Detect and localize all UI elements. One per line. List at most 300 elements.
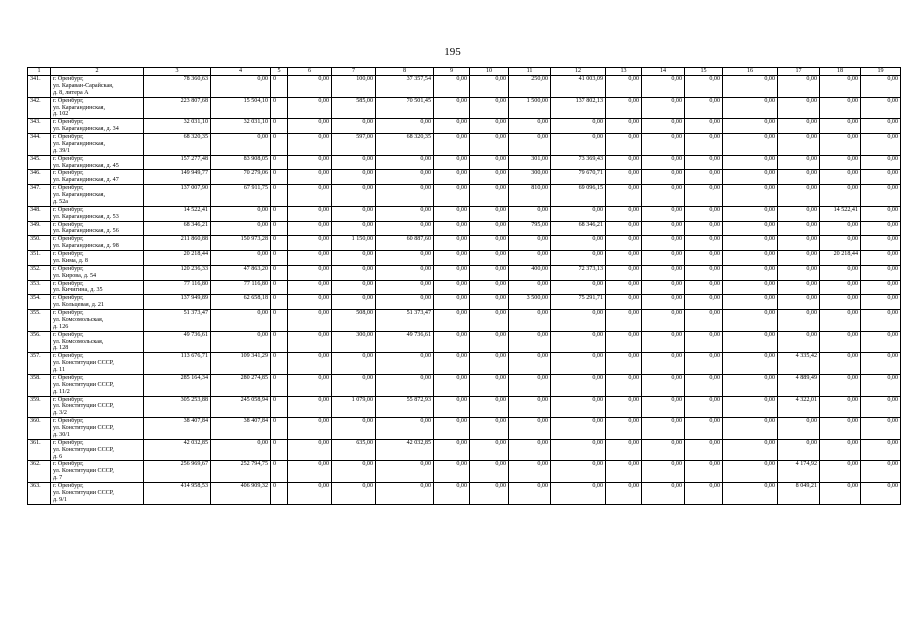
address-line: д. 7 bbox=[53, 475, 63, 482]
value-cell: 0,00 bbox=[820, 170, 861, 185]
address-line: г. Оренбург, bbox=[53, 396, 84, 403]
value-cell: 137 802,13 bbox=[551, 97, 606, 119]
value-cell: 0,00 bbox=[778, 439, 820, 461]
value-cell: 0,00 bbox=[606, 170, 642, 185]
value-cell: 0,00 bbox=[642, 331, 685, 353]
value-cell: 14 522,41 bbox=[144, 206, 211, 221]
value-cell: 0,00 bbox=[288, 461, 332, 483]
value-cell: 0,00 bbox=[434, 374, 470, 396]
address-line: ул. Карагандинская, bbox=[53, 192, 105, 198]
address-line: ул. Конституции СССР, bbox=[53, 381, 114, 388]
value-cell: 0,00 bbox=[820, 295, 861, 310]
value-cell: 300,00 bbox=[332, 331, 376, 353]
value-cell: 0,00 bbox=[332, 170, 376, 185]
value-cell: 0,00 bbox=[211, 331, 271, 353]
value-cell: 0,00 bbox=[376, 280, 434, 295]
value-cell: 0,00 bbox=[685, 374, 723, 396]
value-cell: 0,00 bbox=[861, 295, 901, 310]
value-cell: 0,00 bbox=[685, 251, 723, 266]
value-cell: 0,00 bbox=[820, 374, 861, 396]
address-line: ул. Караван-Сарайская, bbox=[53, 82, 114, 89]
table-row bbox=[28, 221, 901, 236]
value-cell: 0,00 bbox=[723, 76, 778, 98]
address-cell bbox=[51, 221, 144, 236]
value-cell: 0,00 bbox=[470, 461, 509, 483]
value-cell: 0,00 bbox=[470, 265, 509, 280]
address-line: ул. Конституции СССР, bbox=[53, 425, 114, 431]
value-cell: 62 658,18 bbox=[211, 295, 271, 310]
value-cell: 0 bbox=[271, 331, 288, 353]
value-cell: 0,00 bbox=[551, 331, 606, 353]
value-cell: 0,00 bbox=[376, 221, 434, 236]
address-line: д. 11 bbox=[53, 367, 66, 373]
value-cell: 0,00 bbox=[778, 265, 820, 280]
value-cell: 245 058,94 bbox=[211, 396, 271, 418]
value-cell: 0,00 bbox=[861, 310, 901, 332]
value-cell: 55 872,93 bbox=[376, 396, 434, 418]
column-header: 5 bbox=[271, 68, 288, 76]
column-header: 16 bbox=[723, 68, 778, 76]
value-cell: 73 369,43 bbox=[551, 155, 606, 170]
table-row bbox=[28, 461, 901, 483]
value-cell: 0,00 bbox=[606, 206, 642, 221]
address-line: г. Оренбург, bbox=[53, 119, 84, 126]
value-cell: 0,00 bbox=[820, 483, 861, 505]
value-cell: 0,00 bbox=[861, 155, 901, 170]
value-cell: 0,00 bbox=[861, 396, 901, 418]
value-cell: 0,00 bbox=[861, 439, 901, 461]
table-row bbox=[28, 236, 901, 251]
value-cell: 0,00 bbox=[470, 119, 509, 134]
value-cell: 0,00 bbox=[861, 76, 901, 98]
value-cell: 0,00 bbox=[434, 185, 470, 207]
row-number: 342. bbox=[28, 97, 51, 119]
column-header: 7 bbox=[332, 68, 376, 76]
value-cell: 0,00 bbox=[332, 185, 376, 207]
table-row bbox=[28, 331, 901, 353]
value-cell: 51 373,47 bbox=[144, 310, 211, 332]
value-cell: 1 079,00 bbox=[332, 396, 376, 418]
value-cell: 0,00 bbox=[332, 353, 376, 375]
value-cell: 49 736,61 bbox=[144, 331, 211, 353]
column-header: 13 bbox=[606, 68, 642, 76]
value-cell: 0,00 bbox=[685, 119, 723, 134]
value-cell: 0,00 bbox=[551, 418, 606, 440]
value-cell: 0,00 bbox=[642, 461, 685, 483]
value-cell: 38 407,84 bbox=[144, 418, 211, 440]
value-cell: 0,00 bbox=[820, 353, 861, 375]
value-cell: 68 346,21 bbox=[551, 221, 606, 236]
value-cell: 0,00 bbox=[211, 251, 271, 266]
table-row bbox=[28, 206, 901, 221]
value-cell: 0,00 bbox=[685, 97, 723, 119]
value-cell: 4 335,42 bbox=[778, 353, 820, 375]
value-cell: 78 360,63 bbox=[144, 76, 211, 98]
address-line: д. 128 bbox=[53, 345, 69, 352]
value-cell: 137 007,90 bbox=[144, 185, 211, 207]
value-cell: 0,00 bbox=[470, 170, 509, 185]
value-cell: 0,00 bbox=[642, 418, 685, 440]
address-cell bbox=[51, 374, 144, 396]
row-number: 347. bbox=[28, 185, 51, 207]
value-cell: 0,00 bbox=[211, 76, 271, 98]
value-cell: 0 bbox=[271, 221, 288, 236]
value-cell: 0,00 bbox=[288, 134, 332, 156]
value-cell: 47 863,20 bbox=[211, 265, 271, 280]
value-cell: 0,00 bbox=[288, 185, 332, 207]
value-cell: 0,00 bbox=[778, 155, 820, 170]
value-cell: 0,00 bbox=[685, 236, 723, 251]
value-cell: 0,00 bbox=[376, 251, 434, 266]
value-cell: 70 501,45 bbox=[376, 97, 434, 119]
address-line: г. Оренбург, bbox=[53, 353, 84, 360]
value-cell: 0,00 bbox=[606, 310, 642, 332]
value-cell: 0 bbox=[271, 206, 288, 221]
value-cell: 0,00 bbox=[723, 185, 778, 207]
value-cell: 0,00 bbox=[606, 119, 642, 134]
value-cell: 0,00 bbox=[861, 331, 901, 353]
address-line: ул. Конституции СССР, bbox=[53, 403, 114, 410]
address-line: д. 6 bbox=[53, 453, 63, 460]
value-cell: 0,00 bbox=[820, 439, 861, 461]
column-header: 4 bbox=[211, 68, 271, 76]
value-cell: 0,00 bbox=[861, 185, 901, 207]
address-cell bbox=[51, 134, 144, 156]
value-cell: 0,00 bbox=[376, 185, 434, 207]
value-cell: 250,00 bbox=[509, 76, 551, 98]
value-cell: 0,00 bbox=[642, 185, 685, 207]
address-line: д. 3/2 bbox=[53, 410, 67, 417]
value-cell: 414 958,53 bbox=[144, 483, 211, 505]
table-body bbox=[28, 76, 901, 505]
value-cell: 0,00 bbox=[434, 280, 470, 295]
value-cell: 79 670,71 bbox=[551, 170, 606, 185]
value-cell: 0,00 bbox=[288, 119, 332, 134]
table-row bbox=[28, 418, 901, 440]
value-cell: 508,00 bbox=[332, 310, 376, 332]
value-cell: 0,00 bbox=[470, 236, 509, 251]
value-cell: 0,00 bbox=[723, 206, 778, 221]
value-cell: 0,00 bbox=[861, 418, 901, 440]
value-cell: 0,00 bbox=[376, 155, 434, 170]
value-cell: 0,00 bbox=[778, 221, 820, 236]
value-cell: 0,00 bbox=[723, 155, 778, 170]
table-row bbox=[28, 265, 901, 280]
value-cell: 41 003,09 bbox=[551, 76, 606, 98]
value-cell: 0,00 bbox=[376, 206, 434, 221]
value-cell: 0,00 bbox=[642, 119, 685, 134]
value-cell: 70 279,06 bbox=[211, 170, 271, 185]
address-line: д. 11/2 bbox=[53, 388, 70, 395]
address-line: ул. Карагандинская, д. 47 bbox=[53, 177, 119, 184]
table-row bbox=[28, 295, 901, 310]
address-line: г. Оренбург, bbox=[53, 206, 84, 213]
value-cell: 0,00 bbox=[606, 134, 642, 156]
value-cell: 0,00 bbox=[723, 134, 778, 156]
address-line: ул. Кирова, д. 54 bbox=[53, 272, 97, 279]
value-cell: 0 bbox=[271, 374, 288, 396]
table-row bbox=[28, 396, 901, 418]
value-cell: 0,00 bbox=[434, 331, 470, 353]
row-number: 351. bbox=[28, 251, 51, 266]
value-cell: 0,00 bbox=[642, 97, 685, 119]
value-cell: 0,00 bbox=[642, 483, 685, 505]
value-cell: 0,00 bbox=[820, 76, 861, 98]
value-cell: 0,00 bbox=[685, 221, 723, 236]
value-cell: 305 253,88 bbox=[144, 396, 211, 418]
value-cell: 0,00 bbox=[288, 396, 332, 418]
table-row bbox=[28, 155, 901, 170]
column-header: 11 bbox=[509, 68, 551, 76]
value-cell: 72 373,13 bbox=[551, 265, 606, 280]
value-cell: 406 909,32 bbox=[211, 483, 271, 505]
value-cell: 0,00 bbox=[606, 236, 642, 251]
value-cell: 0,00 bbox=[376, 418, 434, 440]
value-cell: 0,00 bbox=[861, 134, 901, 156]
value-cell: 301,00 bbox=[509, 155, 551, 170]
value-cell: 0,00 bbox=[778, 236, 820, 251]
row-number: 348. bbox=[28, 206, 51, 221]
value-cell: 0,00 bbox=[606, 439, 642, 461]
value-cell: 0,00 bbox=[288, 97, 332, 119]
value-cell: 49 736,61 bbox=[376, 331, 434, 353]
address-line: г. Оренбург, bbox=[53, 374, 84, 381]
value-cell: 0,00 bbox=[642, 170, 685, 185]
value-cell: 0,00 bbox=[434, 439, 470, 461]
value-cell: 0,00 bbox=[470, 155, 509, 170]
address-line: ул. Конституции СССР, bbox=[53, 489, 114, 496]
value-cell: 0,00 bbox=[509, 280, 551, 295]
value-cell: 300,00 bbox=[509, 170, 551, 185]
value-cell: 0,00 bbox=[509, 418, 551, 440]
value-cell: 0,00 bbox=[509, 206, 551, 221]
table-row bbox=[28, 310, 901, 332]
table-row bbox=[28, 97, 901, 119]
address-line: г. Оренбург, bbox=[53, 461, 84, 468]
value-cell: 113 676,71 bbox=[144, 353, 211, 375]
value-cell: 20 218,44 bbox=[820, 251, 861, 266]
value-cell: 0,00 bbox=[288, 206, 332, 221]
address-line: г. Оренбург, bbox=[53, 76, 84, 82]
value-cell: 0,00 bbox=[723, 374, 778, 396]
value-cell: 0,00 bbox=[509, 251, 551, 266]
value-cell: 0,00 bbox=[551, 251, 606, 266]
address-line: д. 30/1 bbox=[53, 431, 70, 438]
column-header: 17 bbox=[778, 68, 820, 76]
value-cell: 0,00 bbox=[470, 280, 509, 295]
value-cell: 150 973,28 bbox=[211, 236, 271, 251]
value-cell: 32 031,10 bbox=[211, 119, 271, 134]
value-cell: 0,00 bbox=[211, 221, 271, 236]
value-cell: 0,00 bbox=[470, 295, 509, 310]
value-cell: 0,00 bbox=[434, 310, 470, 332]
address-line: д. 52а bbox=[53, 198, 68, 205]
value-cell: 0,00 bbox=[723, 170, 778, 185]
value-cell: 0,00 bbox=[642, 265, 685, 280]
value-cell: 0,00 bbox=[470, 418, 509, 440]
value-cell: 0,00 bbox=[685, 155, 723, 170]
value-cell: 0 bbox=[271, 310, 288, 332]
value-cell: 149 949,77 bbox=[144, 170, 211, 185]
value-cell: 597,00 bbox=[332, 134, 376, 156]
address-cell bbox=[51, 295, 144, 310]
row-number: 355. bbox=[28, 310, 51, 332]
value-cell: 0,00 bbox=[820, 310, 861, 332]
value-cell: 0,00 bbox=[509, 353, 551, 375]
address-cell bbox=[51, 439, 144, 461]
value-cell: 0,00 bbox=[642, 439, 685, 461]
value-cell: 0,00 bbox=[332, 418, 376, 440]
value-cell: 32 031,10 bbox=[144, 119, 211, 134]
value-cell: 0,00 bbox=[861, 170, 901, 185]
value-cell: 0,00 bbox=[861, 483, 901, 505]
value-cell: 0,00 bbox=[470, 374, 509, 396]
value-cell: 0,00 bbox=[288, 251, 332, 266]
address-cell bbox=[51, 251, 144, 266]
address-cell bbox=[51, 280, 144, 295]
value-cell: 0,00 bbox=[642, 236, 685, 251]
value-cell: 0,00 bbox=[211, 310, 271, 332]
row-number: 344. bbox=[28, 134, 51, 156]
value-cell: 0,00 bbox=[606, 461, 642, 483]
address-line: г. Оренбург, bbox=[53, 418, 84, 425]
address-line: г. Оренбург, bbox=[53, 331, 84, 338]
value-cell: 0,00 bbox=[606, 374, 642, 396]
value-cell: 0,00 bbox=[820, 155, 861, 170]
value-cell: 120 236,33 bbox=[144, 265, 211, 280]
value-cell: 0 bbox=[271, 265, 288, 280]
value-cell: 0,00 bbox=[376, 265, 434, 280]
address-cell bbox=[51, 310, 144, 332]
value-cell: 0 bbox=[271, 353, 288, 375]
value-cell: 0,00 bbox=[376, 119, 434, 134]
value-cell: 8 049,21 bbox=[778, 483, 820, 505]
value-cell: 0,00 bbox=[723, 295, 778, 310]
value-cell: 68 320,35 bbox=[144, 134, 211, 156]
column-header: 14 bbox=[642, 68, 685, 76]
value-cell: 0,00 bbox=[288, 483, 332, 505]
value-cell: 0,00 bbox=[861, 251, 901, 266]
value-cell: 0,00 bbox=[861, 461, 901, 483]
value-cell: 0,00 bbox=[642, 295, 685, 310]
value-cell: 0,00 bbox=[685, 418, 723, 440]
value-cell: 0,00 bbox=[509, 331, 551, 353]
value-cell: 0,00 bbox=[685, 185, 723, 207]
value-cell: 0,00 bbox=[332, 251, 376, 266]
value-cell: 0,00 bbox=[820, 97, 861, 119]
value-cell: 51 373,47 bbox=[376, 310, 434, 332]
column-header: 10 bbox=[470, 68, 509, 76]
row-number: 358. bbox=[28, 374, 51, 396]
value-cell: 0,00 bbox=[434, 134, 470, 156]
value-cell: 4 889,49 bbox=[778, 374, 820, 396]
value-cell: 0,00 bbox=[642, 251, 685, 266]
value-cell: 68 346,21 bbox=[144, 221, 211, 236]
value-cell: 0,00 bbox=[778, 170, 820, 185]
value-cell: 0,00 bbox=[551, 353, 606, 375]
value-cell: 0,00 bbox=[332, 221, 376, 236]
value-cell: 0,00 bbox=[606, 280, 642, 295]
value-cell: 0,00 bbox=[470, 251, 509, 266]
value-cell: 0,00 bbox=[434, 236, 470, 251]
value-cell: 0,00 bbox=[606, 331, 642, 353]
address-line: г. Оренбург, bbox=[53, 221, 84, 228]
value-cell: 0,00 bbox=[723, 353, 778, 375]
value-cell: 0 bbox=[271, 483, 288, 505]
value-cell: 0,00 bbox=[551, 374, 606, 396]
value-cell: 0,00 bbox=[470, 353, 509, 375]
column-header: 1 bbox=[28, 68, 51, 76]
value-cell: 100,00 bbox=[332, 76, 376, 98]
value-cell: 0,00 bbox=[332, 119, 376, 134]
value-cell: 0,00 bbox=[723, 251, 778, 266]
value-cell: 0,00 bbox=[470, 97, 509, 119]
value-cell: 0,00 bbox=[434, 418, 470, 440]
value-cell: 0,00 bbox=[551, 134, 606, 156]
address-line: д. 39/1 bbox=[53, 147, 70, 154]
value-cell: 1 150,00 bbox=[332, 236, 376, 251]
address-line: д. 9/1 bbox=[53, 496, 67, 503]
address-cell bbox=[51, 119, 144, 134]
value-cell: 0,00 bbox=[332, 374, 376, 396]
value-cell: 0,00 bbox=[288, 374, 332, 396]
value-cell: 0,00 bbox=[551, 483, 606, 505]
value-cell: 0,00 bbox=[685, 295, 723, 310]
value-cell: 0,00 bbox=[606, 353, 642, 375]
value-cell: 69 096,15 bbox=[551, 185, 606, 207]
value-cell: 0,00 bbox=[723, 280, 778, 295]
value-cell: 256 969,67 bbox=[144, 461, 211, 483]
value-cell: 0,00 bbox=[606, 483, 642, 505]
value-cell: 0,00 bbox=[642, 396, 685, 418]
value-cell: 38 407,84 bbox=[211, 418, 271, 440]
address-line: г. Оренбург, bbox=[53, 170, 84, 177]
value-cell: 0,00 bbox=[288, 310, 332, 332]
value-cell: 0,00 bbox=[642, 155, 685, 170]
value-cell: 0,00 bbox=[685, 265, 723, 280]
address-cell bbox=[51, 418, 144, 440]
address-cell bbox=[51, 396, 144, 418]
value-cell: 68 320,35 bbox=[376, 134, 434, 156]
value-cell: 0,00 bbox=[606, 155, 642, 170]
address-line: ул. Карагандинская, bbox=[53, 140, 105, 147]
row-number: 356. bbox=[28, 331, 51, 353]
value-cell: 0,00 bbox=[685, 170, 723, 185]
row-number: 352. bbox=[28, 265, 51, 280]
value-cell: 0,00 bbox=[509, 396, 551, 418]
value-cell: 0,00 bbox=[778, 185, 820, 207]
value-cell: 0,00 bbox=[470, 331, 509, 353]
value-cell: 0,00 bbox=[434, 396, 470, 418]
value-cell: 0,00 bbox=[685, 310, 723, 332]
value-cell: 0,00 bbox=[376, 483, 434, 505]
value-cell: 0,00 bbox=[509, 134, 551, 156]
address-cell bbox=[51, 76, 144, 98]
value-cell: 75 291,71 bbox=[551, 295, 606, 310]
value-cell: 1 500,00 bbox=[509, 97, 551, 119]
address-cell bbox=[51, 353, 144, 375]
value-cell: 0,00 bbox=[551, 280, 606, 295]
value-cell: 0,00 bbox=[820, 265, 861, 280]
value-cell: 14 522,41 bbox=[820, 206, 861, 221]
address-line: ул. Конституции СССР, bbox=[53, 468, 114, 475]
value-cell: 0,00 bbox=[376, 461, 434, 483]
table-row bbox=[28, 280, 901, 295]
value-cell: 0 bbox=[271, 97, 288, 119]
value-cell: 0,00 bbox=[723, 331, 778, 353]
column-header: 2 bbox=[51, 68, 144, 76]
table-row bbox=[28, 374, 901, 396]
